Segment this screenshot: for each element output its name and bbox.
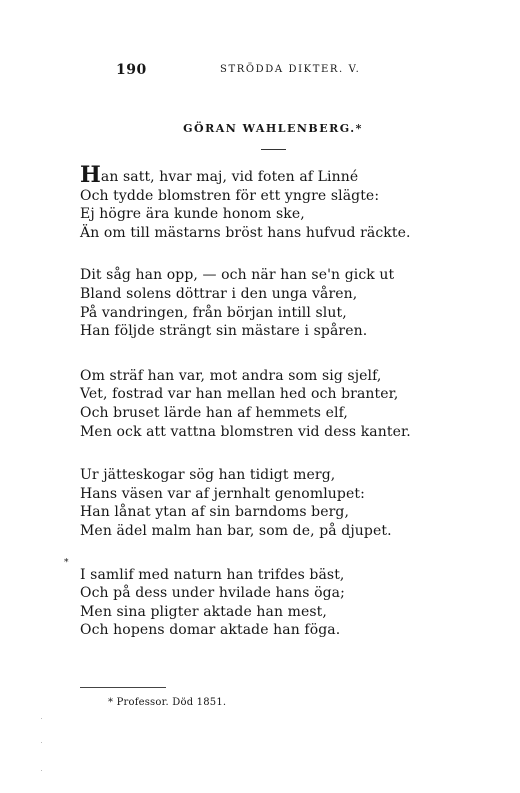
poem-line: Men ädel malm han bar, som de, på djupet. <box>80 522 392 539</box>
poem-line: Men sina pligter aktade han mest, <box>80 603 327 620</box>
poem-line: Han lånat ytan af sin barndoms berg, <box>80 504 350 521</box>
running-head: STRÖDDA DIKTER. V. <box>220 64 361 75</box>
poem-line: Hans väsen var af jernhalt genomlupet: <box>80 485 365 502</box>
poem-line: Och hopens domar aktade han föga. <box>80 622 341 639</box>
poem-line: Ur jätteskogar sög han tidigt merg, <box>80 467 336 484</box>
title-rule <box>261 149 286 150</box>
poem-line: Ej högre ära kunde honom ske, <box>80 206 305 223</box>
paper-speck <box>41 770 42 771</box>
poem-line <box>80 162 480 188</box>
poem-line: Han följde strängt sin mästare i spåren. <box>80 323 368 340</box>
paper-speck <box>41 718 42 719</box>
stanza <box>80 566 480 640</box>
poem-line: Och tydde blomstren för ett yngre slägte: <box>80 187 380 204</box>
poem-line: Vet, fostrad var han mellan hed och branter, <box>80 386 399 403</box>
footnote-rule <box>80 687 166 688</box>
paper-speck <box>41 742 42 743</box>
poem-line: På vandringen, från början intill slut, <box>80 304 347 321</box>
poem-line: Bland solens döttrar i den unga våren, <box>80 285 358 302</box>
poem-line: Än om till mästarns bröst hans hufvud räckte. <box>80 224 411 241</box>
poem-line: Och bruset lärde han af hemmets elf, <box>80 404 348 421</box>
stanza <box>80 266 480 340</box>
stanza <box>80 367 480 441</box>
poem-body <box>80 162 480 664</box>
poem-line: Och på dess under hvilade hans öga; <box>80 585 345 602</box>
drop-cap: H <box>80 162 101 188</box>
margin-asterisk: * <box>64 558 69 568</box>
stanza <box>80 162 480 242</box>
stanza <box>80 466 480 540</box>
poem-line: Men ock att vattna blomstren vid dess kanter. <box>80 423 411 440</box>
page-number: 190 <box>116 62 147 78</box>
poem-line: Om sträf han var, mot andra som sig sjelf, <box>80 367 382 384</box>
poem-title: GÖRAN WAHLENBERG.* <box>183 122 363 135</box>
poem-line: Dit såg han opp, — och när han se'n gick ut <box>80 267 395 284</box>
poem-line: I samlif med naturn han trifdes bäst, <box>80 566 345 583</box>
footnote: * Professor. Död 1851. <box>108 697 227 708</box>
line-text: an satt, hvar maj, vid foten af Linné <box>100 169 359 185</box>
